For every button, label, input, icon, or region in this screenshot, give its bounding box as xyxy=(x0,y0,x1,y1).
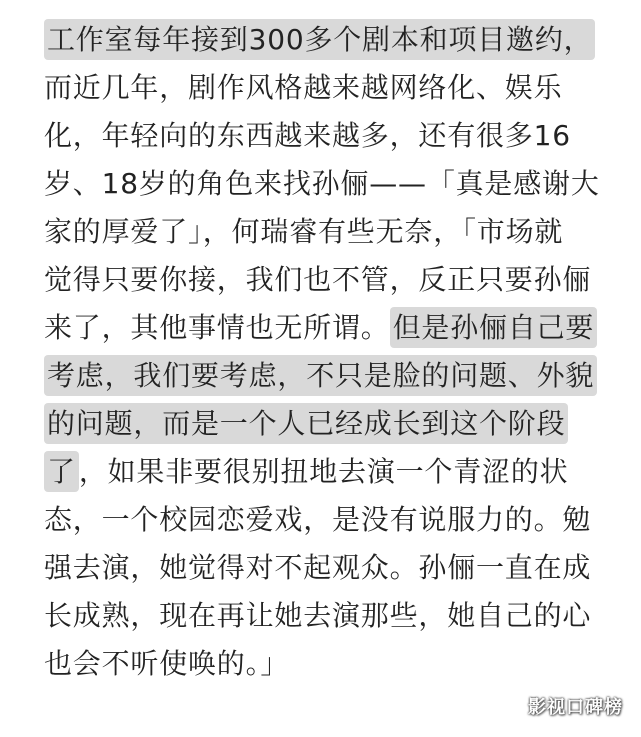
highlighted-text: 的问题，而是一个人已经成长到这个阶段 xyxy=(44,403,568,444)
text-line-2 xyxy=(44,64,604,112)
body-text: 而近几年，剧作风格越来越网络化、娱乐 xyxy=(44,71,563,104)
text-line-10 xyxy=(44,448,604,496)
highlighted-text: 工作室每年接到300多个剧本和项目邀约， xyxy=(44,19,595,60)
body-text: 觉得只要你接，我们也不管，反正只要孙俪 xyxy=(44,263,592,296)
text-line-7 xyxy=(44,304,604,352)
text-line-4 xyxy=(44,160,604,208)
text-line-5 xyxy=(44,208,604,256)
text-line-13 xyxy=(44,592,604,640)
highlighted-text: 了 xyxy=(44,451,79,492)
highlighted-text: 考虑，我们要考虑，不只是脸的问题、外貌 xyxy=(44,355,597,396)
text-line-6 xyxy=(44,256,604,304)
highlighted-text: 但是孙俪自己要 xyxy=(390,307,598,348)
body-text: 来了，其他事情也无所谓。 xyxy=(44,311,390,344)
body-text: 化，年轻向的东西越来越多，还有很多16 xyxy=(44,119,571,152)
body-text: ，如果非要很别扭地去演一个青涩的状 xyxy=(78,455,569,488)
text-line-1 xyxy=(44,16,604,64)
article-text xyxy=(44,16,604,688)
text-line-8 xyxy=(44,352,604,400)
text-line-14 xyxy=(44,640,604,688)
body-text: 家的厚爱了」，何瑞睿有些无奈，「市场就 xyxy=(44,215,564,248)
body-text: 岁、18岁的角色来找孙俪——「真是感谢大 xyxy=(44,167,600,200)
source-watermark: 影视口碑榜 xyxy=(528,697,623,718)
body-text: 态，一个校园恋爱戏，是没有说服力的。勉 xyxy=(44,503,592,536)
text-line-11 xyxy=(44,496,604,544)
body-text: 长成熟，现在再让她去演那些，她自己的心 xyxy=(44,599,592,632)
text-line-12 xyxy=(44,544,604,592)
body-text: 强去演，她觉得对不起观众。孙俪一直在成 xyxy=(44,551,592,584)
body-text: 也会不听使唤的。」 xyxy=(44,647,290,680)
text-line-9 xyxy=(44,400,604,448)
text-line-3 xyxy=(44,112,604,160)
